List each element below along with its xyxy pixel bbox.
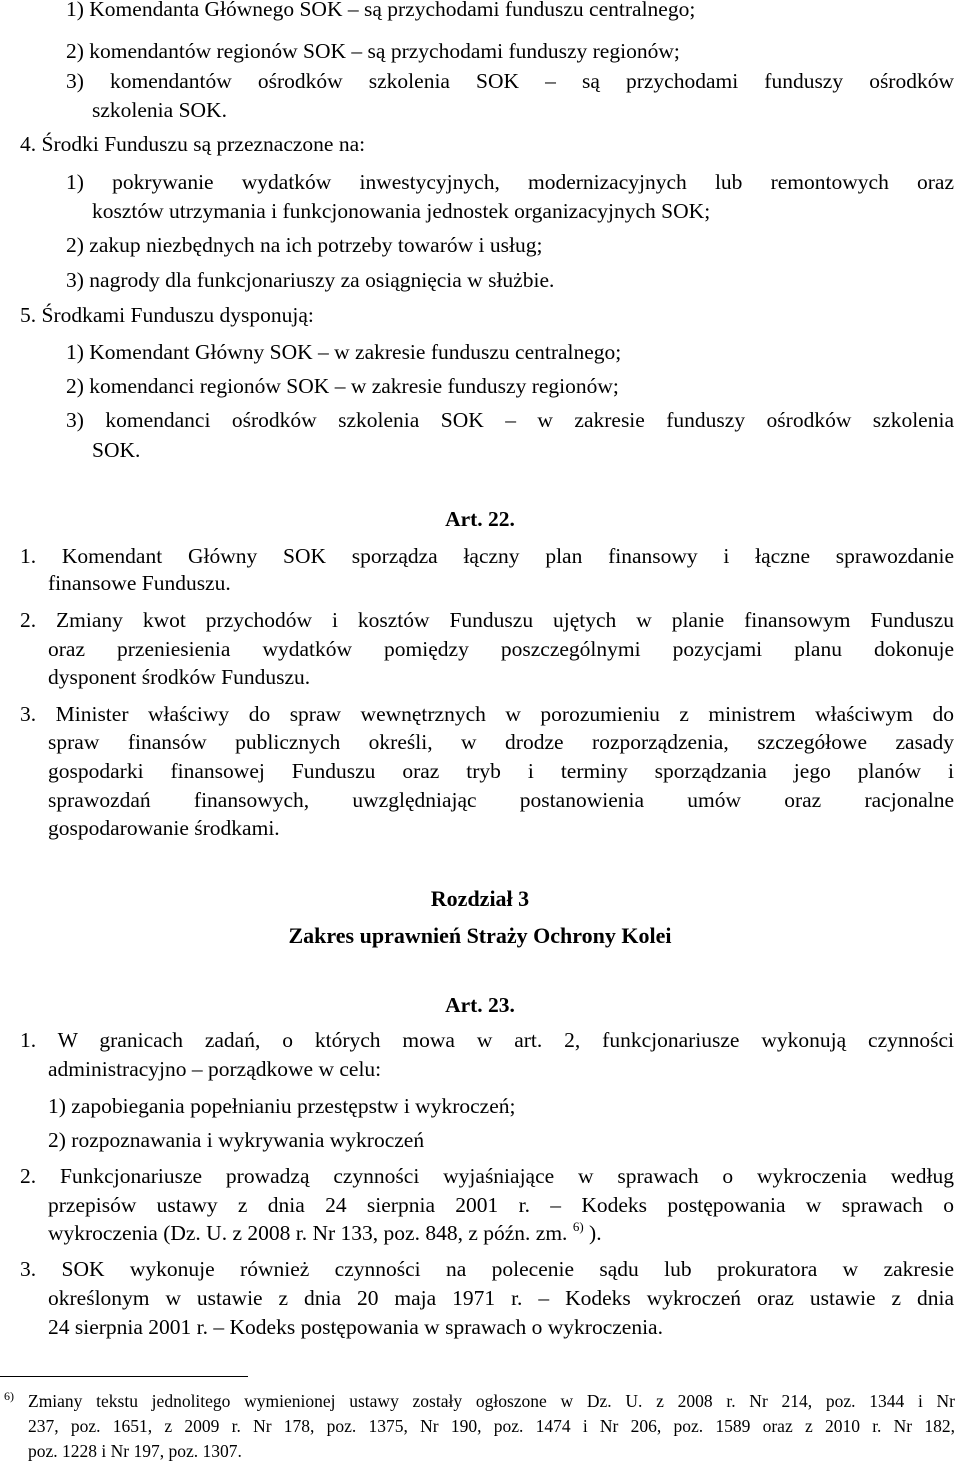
list-item: 3) nagrody dla funkcjonariuszy za osiągnięcia w służbie. bbox=[66, 268, 555, 292]
list-item-3: 3) komendantów ośrodków szkolenia SOK – są przychodami funduszy ośrodków bbox=[66, 69, 954, 93]
list-item-3-cont: szkolenia SOK. bbox=[92, 98, 227, 122]
list-item-cont: kosztów utrzymania i funkcjonowania jednostek organizacyjnych SOK; bbox=[92, 199, 711, 223]
list-item: 3) komendanci ośrodków szkolenia SOK – w zakresie funduszy ośrodków szkolenia bbox=[66, 408, 954, 432]
art23-p1-line: 1. W granicach zadań, o których mowa w art. 2, funkcjonariusze wykonują czynności bbox=[20, 1028, 954, 1052]
footnote-number: 6) bbox=[4, 1389, 14, 1403]
list-item-1: 1) Komendanta Głównego SOK – są przychodami funduszu centralnego; bbox=[66, 0, 696, 21]
list-item: 1) pokrywanie wydatków inwestycyjnych, modernizacyjnych lub remontowych oraz bbox=[66, 170, 954, 194]
chapter-number: Rozdział 3 bbox=[430, 886, 530, 911]
art22-p3-line: gospodarowanie środkami. bbox=[48, 816, 280, 840]
paragraph-4-heading: 4. Środki Funduszu są przeznaczone na: bbox=[20, 132, 366, 156]
art22-p3-line: gospodarki finansowej Funduszu oraz tryb i terminy sporządzania jego planów i bbox=[48, 759, 954, 783]
art22-p1-line: 1. Komendant Główny SOK sporządza łączny plan finansowy i łączne sprawozdanie bbox=[20, 544, 954, 568]
list-item: 2) zakup niezbędnych na ich potrzeby towarów i usług; bbox=[66, 233, 543, 257]
art22-p2-line: dysponent środków Funduszu. bbox=[48, 665, 311, 689]
art22-p3-line: 3. Minister właściwy do spraw wewnętrznych w porozumieniu z ministrem właściwym do bbox=[20, 702, 954, 726]
footnote-mark bbox=[4, 1389, 14, 1415]
footnote-line: Zmiany tekstu jednolitego wymienionej ustawy zostały ogłoszone w Dz. U. z 2008 r. Nr 214, poz. 1344 i Nr bbox=[28, 1391, 955, 1411]
paragraph-5-heading: 5. Środkami Funduszu dysponują: bbox=[20, 303, 314, 327]
art23-p2-last-line bbox=[48, 1219, 602, 1250]
list-item: 1) zapobiegania popełnianiu przestępstw i wykroczeń; bbox=[48, 1094, 516, 1118]
art22-p3-line: spraw finansów publicznych określi, w drodze rozporządzenia, szczegółowe zasady bbox=[48, 730, 954, 754]
art22-p2-line: oraz przeniesienia wydatków pomiędzy poszczególnymi pozycjami planu dokonuje bbox=[48, 637, 954, 661]
art23-p1-line: administracyjno – porządkowe w celu: bbox=[48, 1057, 382, 1081]
chapter-title: Zakres uprawnień Straży Ochrony Kolei bbox=[288, 923, 672, 948]
art23-p3-line: określonym w ustawie z dnia 20 maja 1971 r. – Kodeks wykroczeń oraz ustawie z dnia bbox=[48, 1286, 954, 1310]
list-item: 1) Komendant Główny SOK – w zakresie funduszu centralnego; bbox=[66, 340, 622, 364]
art22-p3-line: sprawozdań finansowych, uwzględniając postanowienia umów oraz racjonalne bbox=[48, 788, 954, 812]
art23-p3-line: 3. SOK wykonuje również czynności na polecenie sądu lub prokuratora w zakresie bbox=[20, 1257, 954, 1281]
list-item: 2) rozpoznawania i wykrywania wykroczeń bbox=[48, 1128, 425, 1152]
art23-p2-line: 2. Funkcjonariusze prowadzą czynności wyjaśniające w sprawach o wykroczenia według bbox=[20, 1164, 954, 1188]
list-item: 2) komendanci regionów SOK – w zakresie funduszy regionów; bbox=[66, 374, 619, 398]
article-23-title: Art. 23. bbox=[445, 993, 515, 1017]
article-22-title: Art. 22. bbox=[445, 507, 515, 531]
list-item-2: 2) komendantów regionów SOK – są przychodami funduszy regionów; bbox=[66, 39, 680, 63]
art23-p2-text: wykroczenia (Dz. U. z 2008 r. Nr 133, poz. 848, z późn. zm. bbox=[48, 1221, 568, 1245]
art22-p2-line: 2. Zmiany kwot przychodów i kosztów Funduszu ujętych w planie finansowym Funduszu bbox=[20, 608, 954, 632]
art23-p2-end: ). bbox=[589, 1221, 602, 1245]
footnote-line: 237, poz. 1651, z 2009 r. Nr 178, poz. 1375, Nr 190, poz. 1474 i Nr 206, poz. 1589 oraz z 2010 r. Nr 182, bbox=[28, 1416, 955, 1436]
list-item-cont: SOK. bbox=[92, 438, 141, 462]
art23-p2-line: przepisów ustawy z dnia 24 sierpnia 2001 r. – Kodeks postępowania w sprawach o bbox=[48, 1193, 954, 1217]
art22-p1-line: finansowe Funduszu. bbox=[48, 571, 231, 595]
footnote-line: poz. 1228 i Nr 197, poz. 1307. bbox=[28, 1441, 242, 1461]
footnote-reference[interactable]: 6) bbox=[572, 1219, 584, 1234]
footnote-divider bbox=[0, 1376, 248, 1377]
art23-p3-line: 24 sierpnia 2001 r. – Kodeks postępowania w sprawach o wykroczenia. bbox=[48, 1315, 663, 1339]
